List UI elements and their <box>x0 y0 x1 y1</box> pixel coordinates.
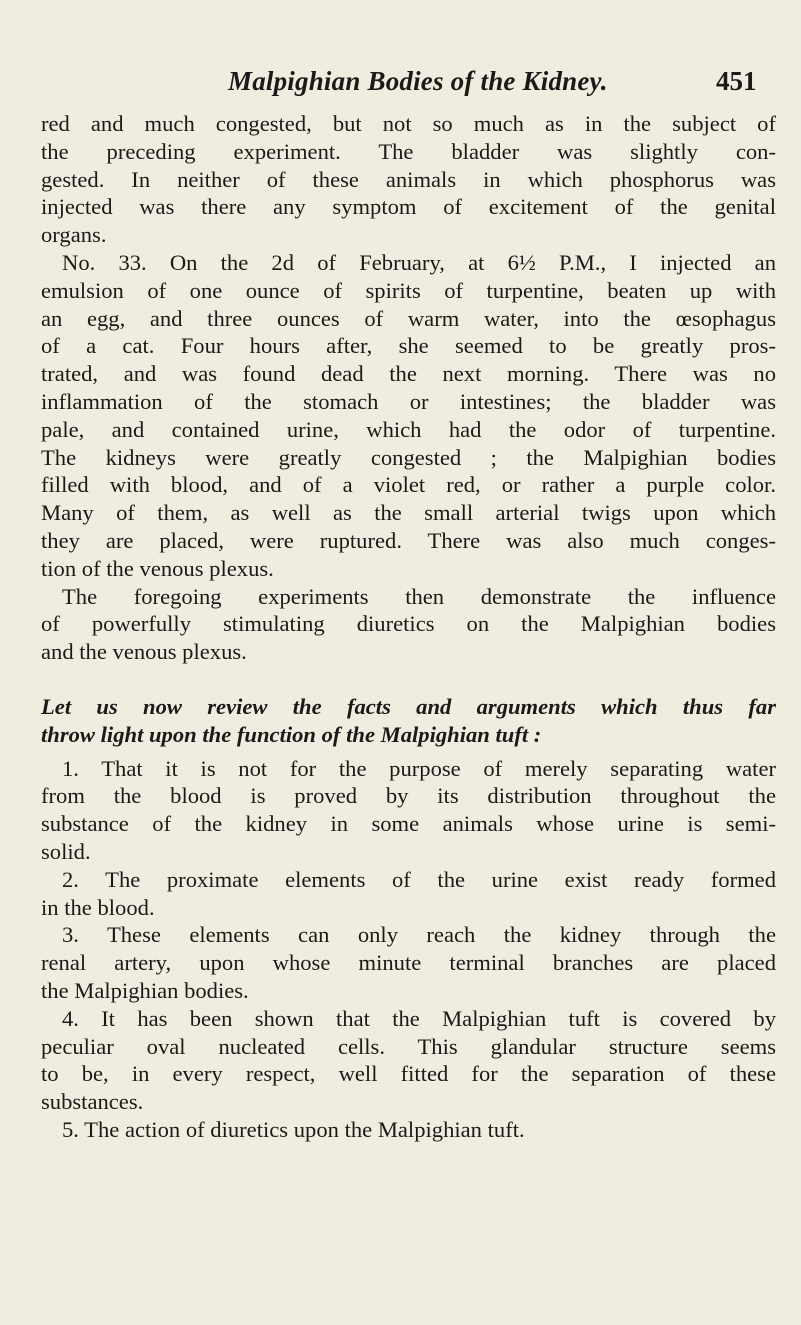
paragraph-experiment-33 <box>41 249 776 583</box>
text-line: the Malpighian bodies. <box>41 977 249 1003</box>
text-line: Let us now review the facts and arguments which thus far <box>41 693 776 719</box>
paragraph-conclusion <box>41 583 776 666</box>
list-item <box>41 1116 776 1144</box>
text-line: inflammation of the stomach or intestines; the bladder was <box>41 388 776 414</box>
text-line: to be, in every respect, well fitted for the separation of these <box>41 1061 776 1087</box>
text-line: filled with blood, and of a violet red, or rather a purple color. <box>41 472 776 498</box>
text-line: of powerfully stimulating diuretics on the Malpighian bodies <box>41 611 776 637</box>
text-line: Many of them, as well as the small arterial twigs upon which <box>41 500 776 526</box>
text-line: peculiar oval nucleated cells. This glandular structure seems <box>41 1033 776 1059</box>
text-body <box>41 110 776 1144</box>
list-item <box>41 1005 776 1116</box>
text-line: tion of the venous plexus. <box>41 555 274 581</box>
text-line: throw light upon the function of the Malpighian tuft : <box>41 721 542 747</box>
text-line: emulsion of one ounce of spirits of turpentine, beaten up with <box>41 277 776 303</box>
text-line: organs. <box>41 222 107 248</box>
text-line: substances. <box>41 1089 144 1115</box>
text-line: 4. It has been shown that the Malpighian tuft is covered by <box>62 1005 776 1031</box>
text-line: they are placed, were ruptured. There was also much conges- <box>41 527 776 553</box>
running-head <box>0 66 801 100</box>
paragraph-continuation <box>41 110 776 249</box>
text-line: 5. The action of diuretics upon the Malpighian tuft. <box>62 1116 525 1142</box>
text-line: substance of the kidney in some animals whose urine is semi- <box>41 811 776 837</box>
text-line: in the blood. <box>41 894 155 920</box>
section-gap <box>41 666 776 693</box>
text-line: solid. <box>41 838 91 864</box>
text-line: 1. That it is not for the purpose of merely separating water <box>62 755 776 781</box>
text-line: of a cat. Four hours after, she seemed to be greatly pros- <box>41 333 776 359</box>
text-line: 2. The proximate elements of the urine exist ready formed <box>62 866 776 892</box>
text-line: from the blood is proved by its distribution throughout the <box>41 783 776 809</box>
text-line: injected was there any symptom of excitement of the genital <box>41 194 776 220</box>
list-item <box>41 866 776 922</box>
text-line: No. 33. On the 2d of February, at 6½ P.M., I injected an <box>62 249 776 275</box>
page-number: 451 <box>716 66 757 96</box>
text-line: renal artery, upon whose minute terminal branches are placed <box>41 950 776 976</box>
list-item <box>41 755 776 866</box>
text-line: pale, and contained urine, which had the odor of turpentine. <box>41 416 776 442</box>
text-line: an egg, and three ounces of warm water, into the œsophagus <box>41 305 776 331</box>
text-line: 3. These elements can only reach the kidney through the <box>62 922 776 948</box>
text-line: the preceding experiment. The bladder was slightly con- <box>41 138 776 164</box>
section-heading-italic <box>41 693 776 749</box>
text-line: and the venous plexus. <box>41 639 247 665</box>
text-line: trated, and was found dead the next morning. There was no <box>41 361 776 387</box>
list-item <box>41 921 776 1004</box>
text-line: red and much congested, but not so much as in the subject of <box>41 111 776 136</box>
text-line: The foregoing experiments then demonstrate the influence <box>62 583 776 609</box>
text-line: The kidneys were greatly congested ; the Malpighian bodies <box>41 444 776 470</box>
text-line: gested. In neither of these animals in which phosphorus was <box>41 166 776 192</box>
running-title: Malpighian Bodies of the Kidney. <box>228 66 608 96</box>
